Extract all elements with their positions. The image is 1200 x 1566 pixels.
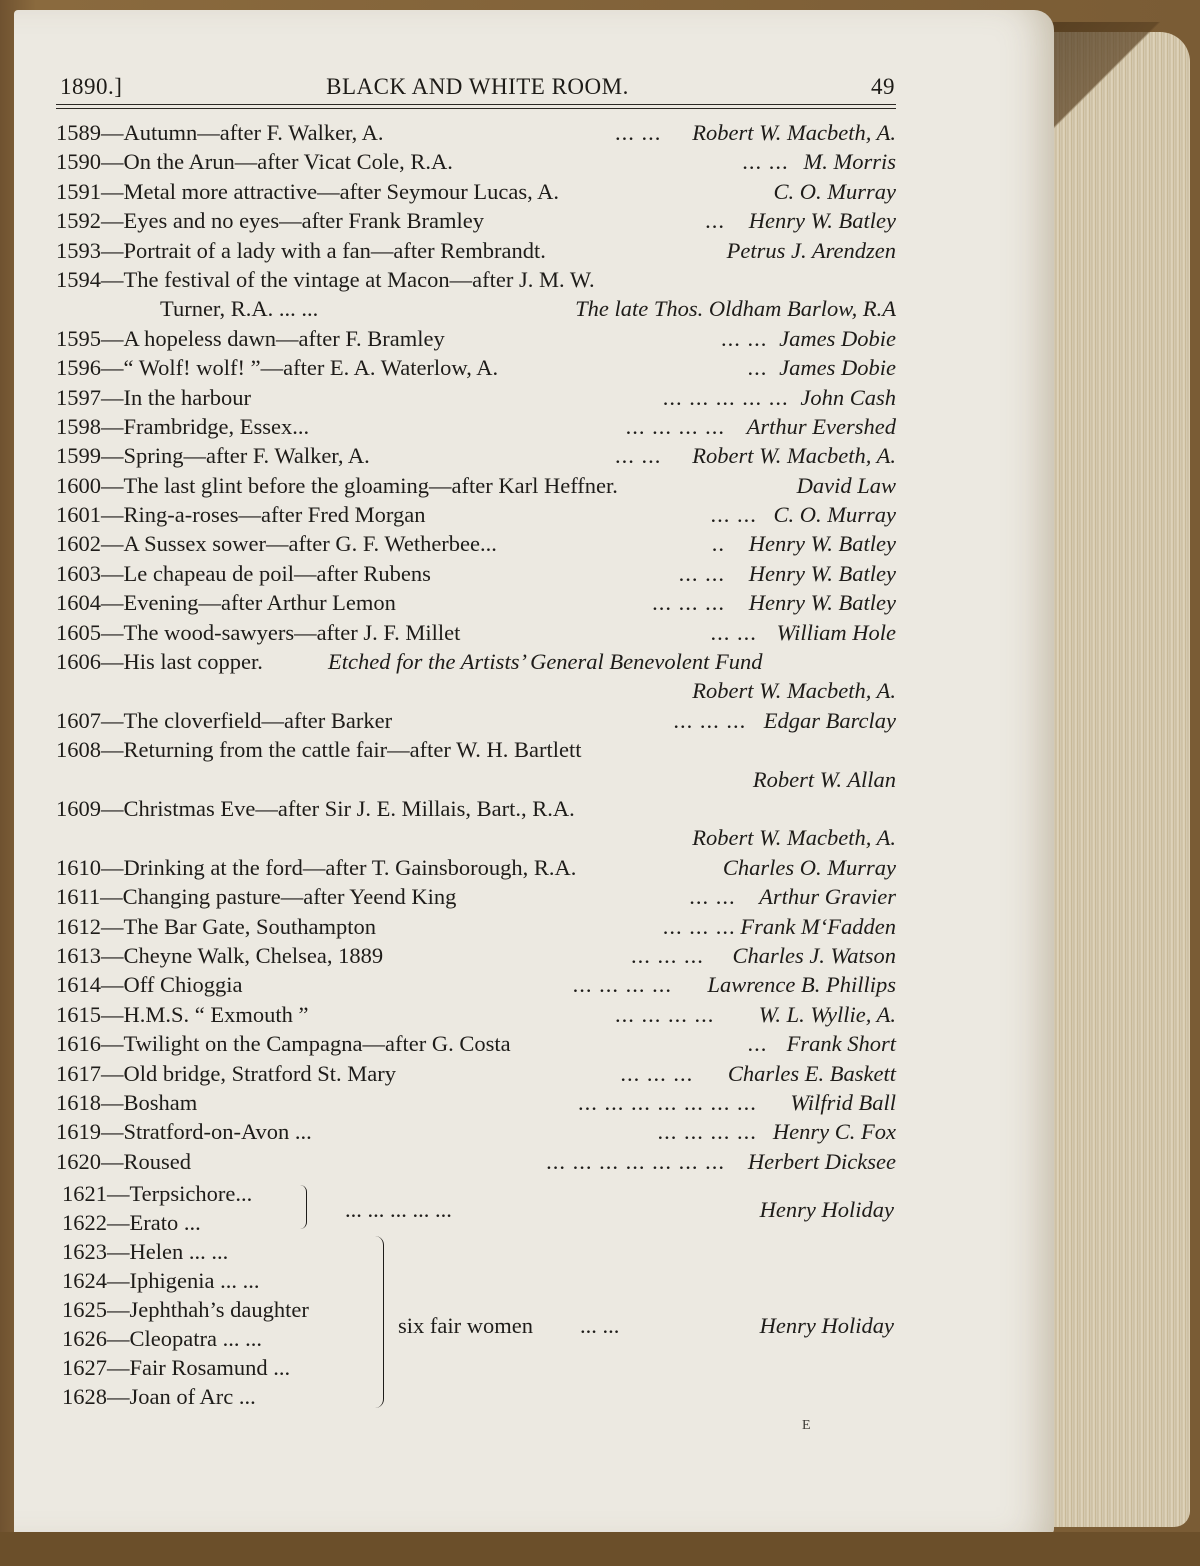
- entry-row: [56, 500, 896, 529]
- leader-dots: ... ... ...: [673, 707, 747, 733]
- entry-artist: Robert W. Macbeth, A.: [692, 443, 896, 469]
- entry-row: [56, 1000, 896, 1029]
- entry-artist: Charles O. Murray: [722, 854, 896, 880]
- leader-dots: ... ...: [710, 619, 757, 645]
- entry-row: [56, 970, 896, 999]
- entry-artist: Robert W. Allan: [752, 766, 896, 792]
- entry-artist: Edgar Barclay: [763, 707, 896, 733]
- entry-artist: Arthur Evershed: [746, 413, 896, 439]
- leader-dots: ... ... ... ...: [615, 1001, 715, 1027]
- entry-title: 1599—Spring—after F. Walker, A.: [56, 443, 370, 469]
- entry-artist: W. L. Wyllie, A.: [758, 1001, 896, 1027]
- leader-dots: ... ...: [615, 443, 662, 469]
- entry-row: [56, 765, 896, 794]
- entry-artist: Lawrence B. Phillips: [707, 972, 896, 998]
- entry-row: [56, 529, 896, 558]
- entry-artist: James Dobie: [779, 355, 896, 381]
- group-item: 1627—Fair Rosamund ...: [62, 1355, 291, 1380]
- entry-title: 1610—Drinking at the ford—after T. Gainsborough, R.A.: [56, 854, 577, 880]
- entry-title: 1602—A Sussex sower—after G. F. Wetherbee...: [56, 531, 497, 557]
- entry-row: [56, 383, 896, 412]
- entry-artist: Henry W. Batley: [748, 560, 896, 586]
- leader-dots: ... ... ... ...: [657, 1119, 757, 1145]
- leader-dots: ... ... ...: [630, 942, 704, 968]
- entry-title: Turner, R.A. ... ...: [160, 296, 319, 322]
- group-artist: Henry Holiday: [759, 1197, 894, 1222]
- entry-artist: The late Thos. Oldham Barlow, R.A: [575, 296, 896, 322]
- entry-row: [56, 236, 896, 265]
- entry-row: [56, 676, 896, 705]
- entry-title: 1607—The cloverfield—after Barker: [56, 707, 393, 733]
- leader-dots: ... ... ... ... ... ... ...: [546, 1148, 725, 1174]
- entry-title: 1604—Evening—after Arthur Lemon: [56, 590, 396, 616]
- entry-artist: Herbert Dicksee: [747, 1148, 896, 1174]
- entry-row: [56, 471, 896, 500]
- entry-title: 1614—Off Chioggia: [56, 972, 243, 998]
- group-item: 1625—Jephthah’s daughter: [62, 1297, 309, 1322]
- signature-mark: E: [802, 1418, 811, 1433]
- entry-artist: Wilfrid Ball: [790, 1089, 896, 1115]
- entry-title: 1606—His last copper.: [56, 649, 263, 675]
- entry-title: 1591—Metal more attractive—after Seymour Lucas, A.: [56, 178, 559, 204]
- entry-artist: C. O. Murray: [773, 502, 896, 528]
- entry-artist: Charles J. Watson: [732, 942, 896, 968]
- entry-title: 1594—The festival of the vintage at Macon—after J. M. W.: [56, 266, 595, 292]
- entry-artist: Frank M‘Fadden: [740, 913, 896, 939]
- entry-artist: David Law: [796, 472, 896, 498]
- entry-title: 1605—The wood-sawyers—after J. F. Millet: [56, 619, 461, 645]
- entry-row: [56, 118, 896, 147]
- entry-title: 1596—“ Wolf! wolf! ”—after E. A. Waterlow, A.: [56, 355, 499, 381]
- page-number: 49: [871, 74, 895, 99]
- header-rule: [56, 104, 896, 105]
- group-item: 1621—Terpsichore...: [62, 1181, 253, 1206]
- entry-artist: James Dobie: [779, 325, 896, 351]
- entry-title: 1617—Old bridge, Stratford St. Mary: [56, 1060, 396, 1086]
- entry-row: [56, 794, 896, 823]
- entry-title: 1598—Frambridge, Essex...: [56, 413, 310, 439]
- leader-dots: ...: [747, 355, 768, 381]
- leader-dots: ... ... ...: [662, 913, 736, 939]
- entry-row: [56, 941, 896, 970]
- group-item: 1622—Erato ...: [62, 1210, 201, 1235]
- entry-artist: Henry W. Batley: [748, 208, 896, 234]
- leader-dots: ... ... ... ...: [625, 413, 725, 439]
- leader-dots: ... ...: [710, 502, 757, 528]
- entry-artist: Frank Short: [786, 1031, 896, 1057]
- binding-bottom: [0, 1532, 1200, 1566]
- group-artist: Henry Holiday: [759, 1313, 894, 1338]
- entry-row: [56, 559, 896, 588]
- group-dots: ... ... ... ... ...: [345, 1197, 452, 1222]
- leader-dots: ... ... ...: [652, 590, 725, 616]
- entry-title: 1615—H.M.S. “ Exmouth ”: [56, 1001, 309, 1027]
- entry-title: 1601—Ring-a-roses—after Fred Morgan: [56, 502, 426, 528]
- entry-row: [56, 353, 896, 382]
- entry-row: [56, 177, 896, 206]
- leader-dots: ... ...: [689, 884, 736, 910]
- entry-title: 1619—Stratford-on-Avon ...: [56, 1119, 312, 1145]
- entry-title: 1609—Christmas Eve—after Sir J. E. Millais, Bart., R.A.: [56, 795, 575, 821]
- leader-dots: ... ... ...: [620, 1060, 694, 1086]
- entry-row: [56, 647, 896, 676]
- entry-title: 1612—The Bar Gate, Southampton: [56, 913, 376, 939]
- entry-title: 1593—Portrait of a lady with a fan—after Rembrandt.: [56, 237, 546, 263]
- brace-small: [300, 1185, 307, 1229]
- entry-note: Etched for the Artists’ General Benevolent Fund: [328, 649, 763, 675]
- group-item: 1626—Cleopatra ... ...: [62, 1326, 262, 1351]
- entry-row: [56, 912, 896, 941]
- leader-dots: ... ...: [742, 149, 789, 175]
- leader-dots: ...: [705, 208, 725, 234]
- entry-title: 1595—A hopeless dawn—after F. Bramley: [56, 325, 445, 351]
- entry-title: 1608—Returning from the cattle fair—after W. H. Bartlett: [56, 737, 582, 763]
- entry-row: [56, 706, 896, 735]
- group-dots: ... ...: [580, 1313, 620, 1338]
- entry-artist: Henry C. Fox: [772, 1119, 896, 1145]
- entry-title: 1597—In the harbour: [56, 384, 251, 410]
- entry-row: [56, 147, 896, 176]
- entry-artist: Charles E. Baskett: [727, 1060, 896, 1086]
- entry-artist: C. O. Murray: [773, 178, 896, 204]
- entry-row: [56, 588, 896, 617]
- group-item: 1624—Iphigenia ... ...: [62, 1268, 260, 1293]
- entry-row: [56, 1117, 896, 1146]
- entry-title: 1618—Bosham: [56, 1089, 198, 1115]
- entry-row: [56, 324, 896, 353]
- leader-dots: ... ...: [678, 560, 725, 586]
- entry-artist: Robert W. Macbeth, A.: [692, 120, 896, 145]
- entry-row: [56, 1088, 896, 1117]
- entry-title: 1589—Autumn—after F. Walker, A.: [56, 120, 384, 145]
- leader-dots: ... ... ... ...: [572, 972, 672, 998]
- entry-row: [56, 1029, 896, 1058]
- entry-row: [56, 1059, 896, 1088]
- entry-artist: Robert W. Macbeth, A.: [692, 678, 896, 704]
- leader-dots: ... ...: [721, 325, 768, 351]
- group-item: 1628—Joan of Arc ...: [62, 1384, 256, 1409]
- header-title: BLACK AND WHITE ROOM.: [326, 74, 629, 99]
- entry-row: [56, 618, 896, 647]
- entry-row: [56, 882, 896, 911]
- entry-row: [56, 206, 896, 235]
- leader-dots: ...: [747, 1031, 768, 1057]
- entry-row: [56, 265, 896, 294]
- entry-row: [56, 294, 896, 323]
- entry-row: [56, 1147, 896, 1176]
- entry-title: 1600—The last glint before the gloaming—after Karl Heffner.: [56, 472, 618, 498]
- catalogue-list: [56, 118, 896, 1176]
- entry-row: [56, 853, 896, 882]
- entry-artist: M. Morris: [803, 149, 896, 175]
- entry-title: 1611—Changing pasture—after Yeend King: [56, 884, 457, 910]
- entry-artist: Robert W. Macbeth, A.: [692, 825, 896, 851]
- entry-artist: John Cash: [800, 384, 896, 410]
- entry-artist: Arthur Gravier: [759, 884, 896, 910]
- entry-artist: Petrus J. Arendzen: [726, 237, 896, 263]
- leader-dots: ... ... ... ... ...: [662, 384, 789, 410]
- entry-title: 1590—On the Arun—after Vicat Cole, R.A.: [56, 149, 453, 175]
- entry-artist: Henry W. Batley: [748, 531, 896, 557]
- entry-row: [56, 412, 896, 441]
- entry-row: [56, 441, 896, 470]
- group-label: six fair women: [398, 1313, 533, 1338]
- entry-title: 1603—Le chapeau de poil—after Rubens: [56, 560, 431, 586]
- leader-dots: ... ...: [615, 120, 662, 145]
- entry-row: [56, 823, 896, 852]
- group-item: 1623—Helen ... ...: [62, 1239, 229, 1264]
- brace-large: [375, 1236, 384, 1408]
- running-header: [60, 70, 895, 106]
- entry-title: 1620—Roused: [56, 1148, 191, 1174]
- entry-artist: William Hole: [776, 619, 896, 645]
- entry-title: 1613—Cheyne Walk, Chelsea, 1889: [56, 942, 384, 968]
- entry-artist: Henry W. Batley: [748, 590, 896, 616]
- header-year: 1890.]: [60, 74, 123, 99]
- entry-row: [56, 735, 896, 764]
- leader-dots: ..: [711, 531, 725, 557]
- entry-title: 1592—Eyes and no eyes—after Frank Bramley: [56, 208, 485, 234]
- header-rule-thin: [56, 108, 896, 109]
- leader-dots: ... ... ... ... ... ... ...: [577, 1089, 757, 1115]
- entry-title: 1616—Twilight on the Campagna—after G. Costa: [56, 1031, 511, 1057]
